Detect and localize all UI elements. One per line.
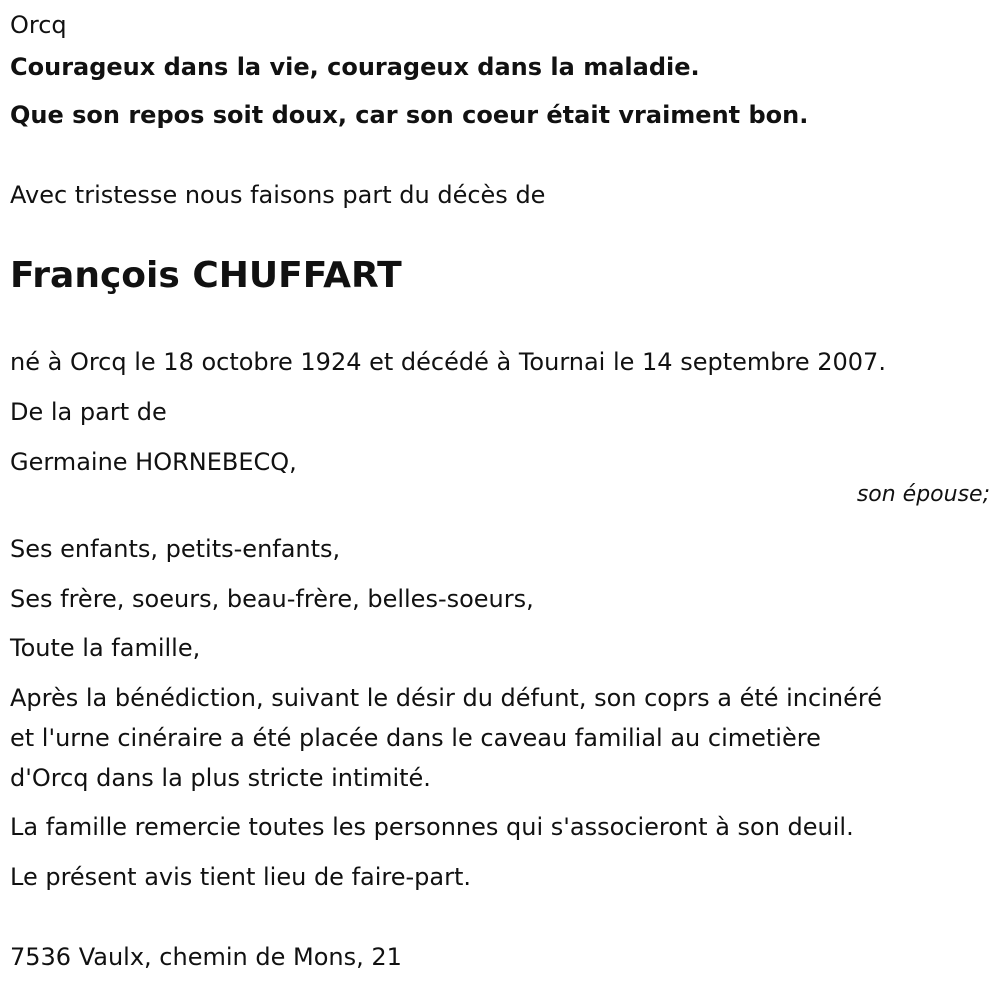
ceremony-line: et l'urne cinéraire a été placée dans le caveau familial au cimetière [10, 724, 821, 752]
deceased-name: François CHUFFART [10, 255, 402, 296]
spouse-name: Germaine HORNEBECQ, [10, 448, 297, 476]
thanks-text: La famille remercie toutes les personnes qui s'associeront à son deuil. [10, 813, 854, 841]
birth-death-text: né à Orcq le 18 octobre 1924 et décédé à Tournai le 14 septembre 2007. [10, 348, 886, 376]
location-text: Orcq [10, 11, 67, 39]
children-text: Ses enfants, petits-enfants, [10, 535, 341, 563]
ceremony-paragraph [10, 678, 990, 798]
spouse-role: son épouse; [856, 482, 990, 507]
intro-text: Avec tristesse nous faisons part du décès de [10, 181, 546, 209]
family-text: Toute la famille, [10, 634, 201, 662]
ceremony-line: Après la bénédiction, suivant le désir du défunt, son coprs a été incinéré [10, 684, 882, 712]
from-label: De la part de [10, 398, 167, 426]
notice-note: Le présent avis tient lieu de faire-part. [10, 863, 472, 891]
quote-line-1: Courageux dans la vie, courageux dans la maladie. [10, 53, 700, 81]
siblings-text: Ses frère, soeurs, beau-frère, belles-soeurs, [10, 585, 534, 613]
quote-line-2: Que son repos soit doux, car son coeur était vraiment bon. [10, 101, 809, 129]
address-text: 7536 Vaulx, chemin de Mons, 21 [10, 943, 402, 971]
ceremony-line: d'Orcq dans la plus stricte intimité. [10, 764, 431, 792]
